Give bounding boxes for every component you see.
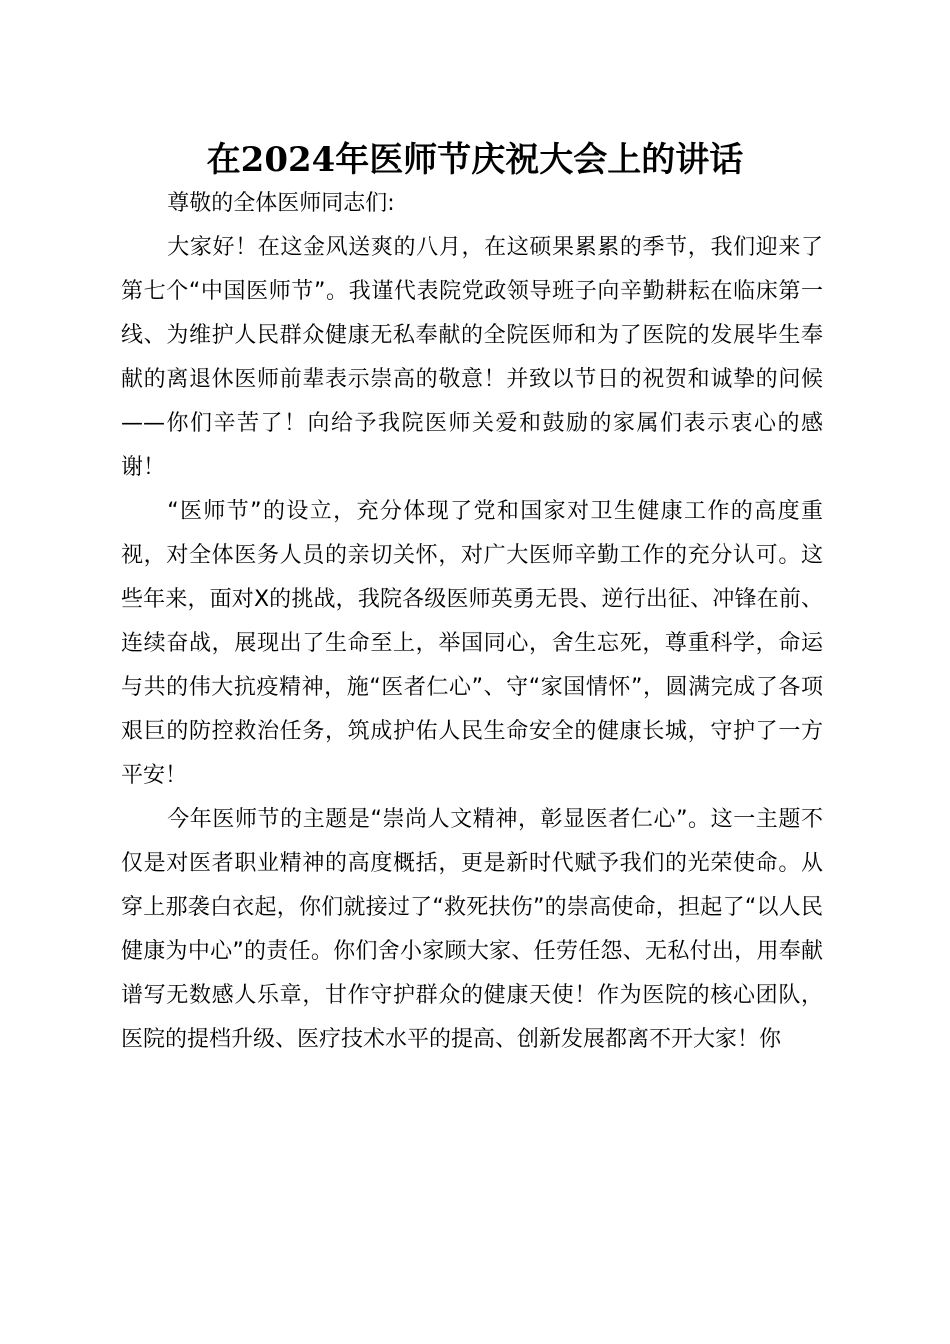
document-body [121, 182, 823, 1062]
salutation: 尊敬的全体医师同志们: [167, 191, 395, 216]
document-title: 在2024年医师节庆祝大会上的讲话 [206, 140, 744, 180]
paragraph-1: 大家好！在这金风送爽的八月，在这硕果累累的季节，我们迎来了第七个“中国医师节”。我谨代表院党政领导班子向辛勤耕耘在临床第一线、为维护人民群众健康无私奉献的全院医师和为了医院的发展毕生奉献的离退休医师前辈表示崇高的敬意！并致以节日的祝贺和诚挚的问候——你们辛苦了！向给予我院医师关爱和鼓励的家属们表示衷心的感谢！ [121, 235, 823, 480]
paragraph-2: “医师节”的设立，充分体现了党和国家对卫生健康工作的高度重视，对全体医务人员的亲切关怀，对广大医师辛勤工作的充分认可。这些年来，面对X的挑战，我院各级医师英勇无畏、逆行出征、冲锋在前、连续奋战，展现出了生命至上，举国同心，舍生忘死，尊重科学，命运与共的伟大抗疫精神，施“医者仁心”、守“家国情怀”，圆满完成了各项艰巨的防控救治任务，筑成护佑人民生命安全的健康长城，守护了一方平安！ [121, 499, 823, 788]
paragraph-3: 今年医师节的主题是“崇尚人文精神，彰显医者仁心”。这一主题不仅是对医者职业精神的高度概括，更是新时代赋予我们的光荣使命。从穿上那袭白衣起，你们就接过了“救死扶伤”的崇高使命，担起了“以人民健康为中心”的责任。你们舍小家顾大家、任劳任怨、无私付出，用奉献谱写无数感人乐章，甘作守护群众的健康天使！作为医院的核心团队，医院的提档升级、医疗技术水平的提高、创新发展都离不开大家！你 [121, 807, 823, 1052]
